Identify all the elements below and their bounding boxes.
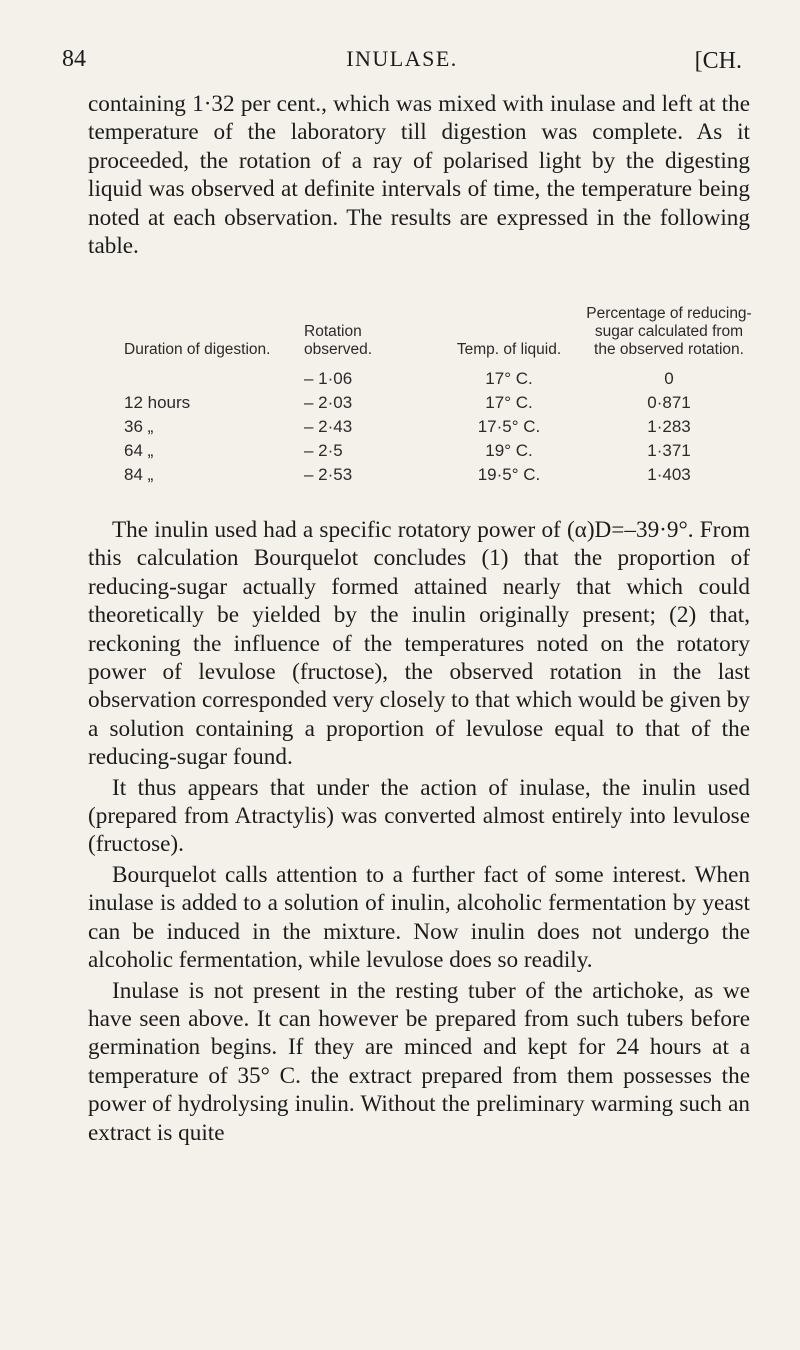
cell-percentage: 0 (664, 369, 674, 388)
header-percentage: Percentage of reducing-sugar calculated from the observed rotation. (586, 305, 752, 358)
results-table (124, 305, 754, 487)
cell-duration: 12 hours (124, 393, 191, 412)
paragraph-fermentation: Bourquelot calls attention to a further fact of some interest. When inulase is added to a solution of inulin, alcoholic fermentation by yeast can be induced in the mixture. Now inulin does not undergo the alcoholic fermentation, while levulose does so readily. (88, 861, 750, 974)
table-row (124, 439, 754, 463)
table-row (124, 463, 754, 487)
paragraph-artichoke: Inulase is not present in the resting tuber of the artichoke, as we have seen above. It can however be prepared from such tubers before germination begins. If they are minced and kept for 24 hours at a temperature of 35° C. the extract prepared from them possesses the power of hydrolysing inulin. Without the preliminary warming such an extract is quite (88, 977, 750, 1146)
cell-percentage: 0·871 (647, 393, 691, 412)
chapter-marker: [CH. (694, 48, 742, 74)
cell-percentage: 1·283 (647, 417, 691, 436)
cell-rotation: – 2·5 (304, 441, 343, 460)
cell-rotation: – 2·43 (304, 417, 353, 436)
cell-temperature: 19° C. (485, 441, 533, 460)
cell-temperature: 17·5° C. (477, 417, 541, 436)
table-row (124, 415, 754, 439)
table-header-row (124, 305, 754, 367)
paragraph-specific-rotation: The inulin used had a specific rotatory power of (α)D=–39·9°. From this calculation Bourquelot concludes (1) that the proportion of reducing-sugar actually formed attained nearly that which could theoretically be yielded by the inulin originally present; (2) that, reckoning the influence of the temperatures noted on the rotatory power of levulose (fructose), the observed rotation in the last observation corresponded very closely to that which would be given by a solution containing a proportion of levulose equal to that of the reducing-sugar found. (88, 517, 750, 771)
cell-rotation: – 2·03 (304, 393, 353, 412)
running-header (62, 46, 742, 82)
table-row (124, 391, 754, 415)
body-text (88, 516, 750, 1149)
cell-duration: 84 „ (124, 465, 154, 484)
cell-rotation: – 2·53 (304, 465, 353, 484)
header-rotation: Rotation observed. (304, 323, 373, 358)
cell-temperature: 17° C. (485, 369, 533, 388)
running-title: INULASE. (346, 46, 458, 71)
cell-duration: 64 „ (124, 441, 154, 460)
cell-percentage: 1·403 (647, 465, 691, 484)
cell-duration: 36 „ (124, 417, 154, 436)
paragraph-atractylis: It thus appears that under the action of inulase, the inulin used (prepared from Atractylis) was converted almost entirely into levulose (fructose). (88, 774, 750, 858)
cell-percentage: 1·371 (647, 441, 691, 460)
intro-paragraph: containing 1·32 per cent., which was mixed with inulase and left at the temperature of the laboratory till digestion was complete. As it proceeded, the rotation of a ray of polarised light by the digesting liquid was observed at definite intervals of time, the temperature being noted at each observation. The results are expressed in the following table. (88, 91, 750, 260)
cell-temperature: 19·5° C. (477, 465, 541, 484)
table-row (124, 367, 754, 391)
page-number: 84 (62, 46, 86, 72)
header-duration: Duration of digestion. (124, 341, 271, 358)
cell-duration (124, 367, 304, 391)
cell-rotation: – 1·06 (304, 369, 353, 388)
cell-temperature: 17° C. (485, 393, 533, 412)
header-temperature: Temp. of liquid. (456, 341, 562, 358)
